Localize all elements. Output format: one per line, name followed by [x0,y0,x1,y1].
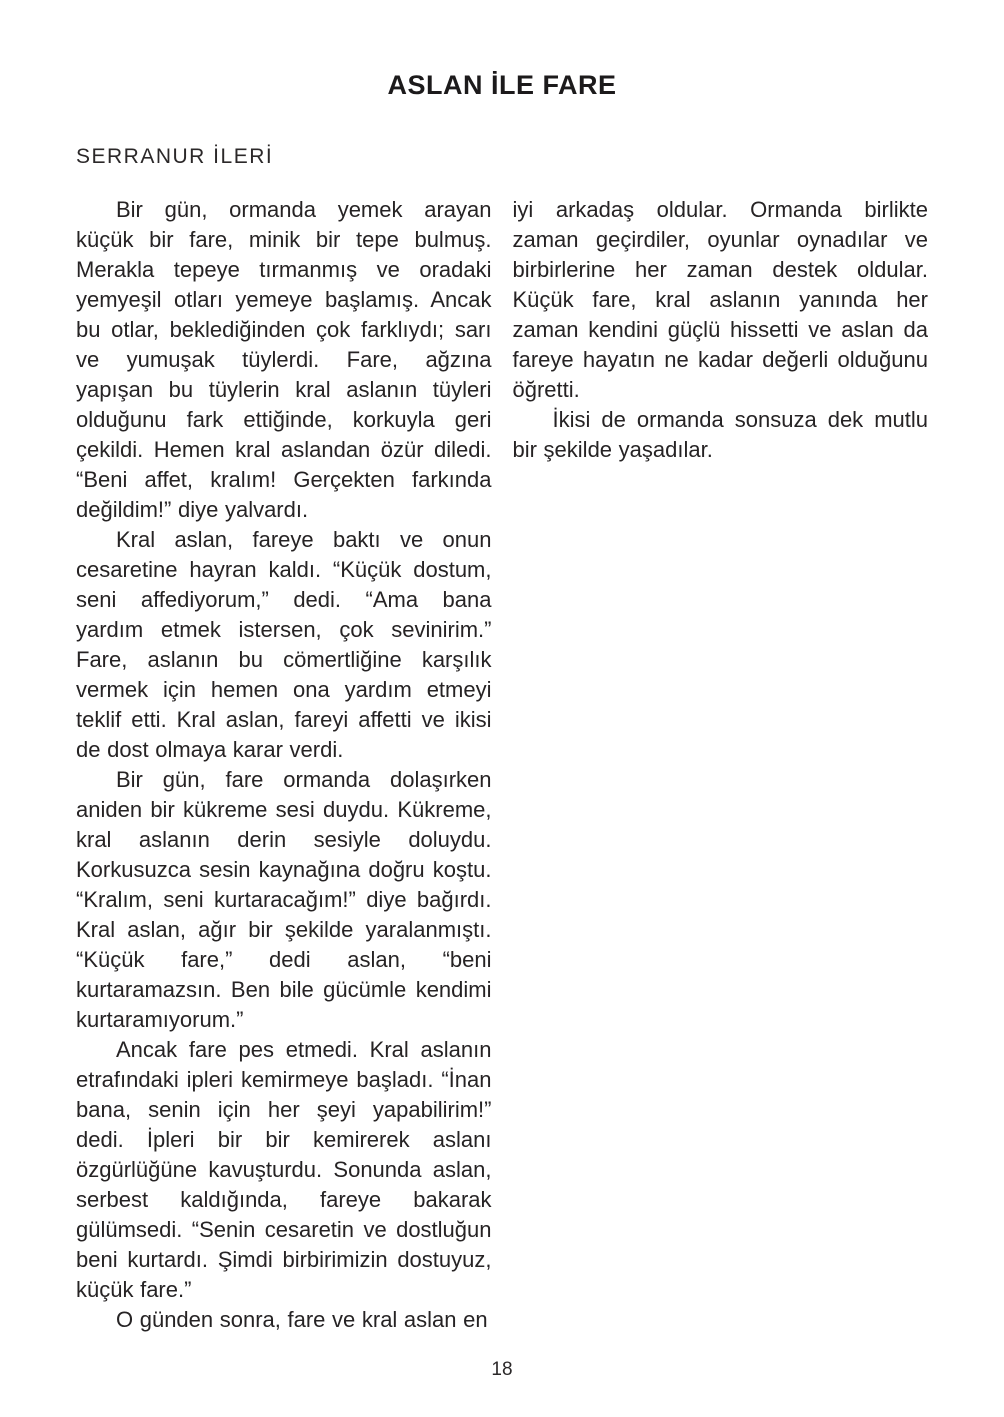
story-paragraph: Kral aslan, fareye baktı ve onun cesaretine hayran kaldı. “Küçük dostum, seni affediyorum,” dedi. “Ama bana yardım etmek istersen, çok sevinirim.” Fare, aslanın bu cömertliğine karşılık vermek için hemen ona yardım etmeyi teklif etti. Kral aslan, fareyi affetti ve ikisi de dost olmaya karar verdi. [76,527,492,762]
page-title: ASLAN İLE FARE [387,70,617,100]
author-name: SERRANUR İLERİ [76,145,274,168]
story-paragraph: O günden sonra, fare ve kral aslan en [116,1307,488,1332]
story-paragraph: Ancak fare pes etmedi. Kral aslanın etrafındaki ipleri kemirmeye başladı. “İnan bana, senin için her şeyi yapabilirim!” dedi. İpleri bir bir kemirerek aslanı özgürlüğüne kavuşturdu. Sonunda aslan, serbest kaldığında, fareye bakarak gülümsedi. “Senin cesaretin ve dostluğun beni kurtardı. Şimdi birbirimizin dostuyuz, küçük fare.” [76,1037,492,1302]
story-body [76,195,928,1335]
story-paragraph: Bir gün, fare ormanda dolaşırken aniden bir kükreme sesi duydu. Kükreme, kral aslanın derin sesiyle doluydu. Korkusuzca sesin kaynağına doğru koştu. “Kralım, seni kurtaracağım!” diye bağırdı. Kral aslan, ağır bir şekilde yaralanmıştı. “Küçük fare,” dedi aslan, “beni kurtaramazsın. Ben bile gücümle kendimi kurtaramıyorum.” [76,767,492,1032]
text-column-left [76,195,492,1335]
story-paragraph: İkisi de ormanda sonsuza dek mutlu bir şekilde yaşadılar. [512,407,928,462]
text-column-right [513,195,929,1335]
story-paragraph: Bir gün, ormanda yemek arayan küçük bir fare, minik bir tepe bulmuş. Merakla tepeye tırmanmış ve oradaki yemyeşil otları yemeye başlamış. Ancak bu otlar, beklediğinden çok farklıydı; sarı ve yumuşak tüylerdi. Fare, ağzına yapışan bu tüylerin kral aslanın tüyleri olduğunu fark ettiğinde, korkuyla geri çekildi. Hemen kral aslandan özür diledi. “Beni affet, kralım! Gerçekten farkında değildim!” diye yalvardı. [76,197,492,522]
page-number: 18 [491,1359,513,1380]
story-paragraph: iyi arkadaş oldular. Ormanda birlikte zaman geçirdiler, oyunlar oynadılar ve birbirlerine her zaman destek oldular. Küçük fare, kral aslanın yanında her zaman kendini güçlü hissetti ve aslan da fareye hayatın ne kadar değerli olduğunu öğretti. [512,197,928,402]
